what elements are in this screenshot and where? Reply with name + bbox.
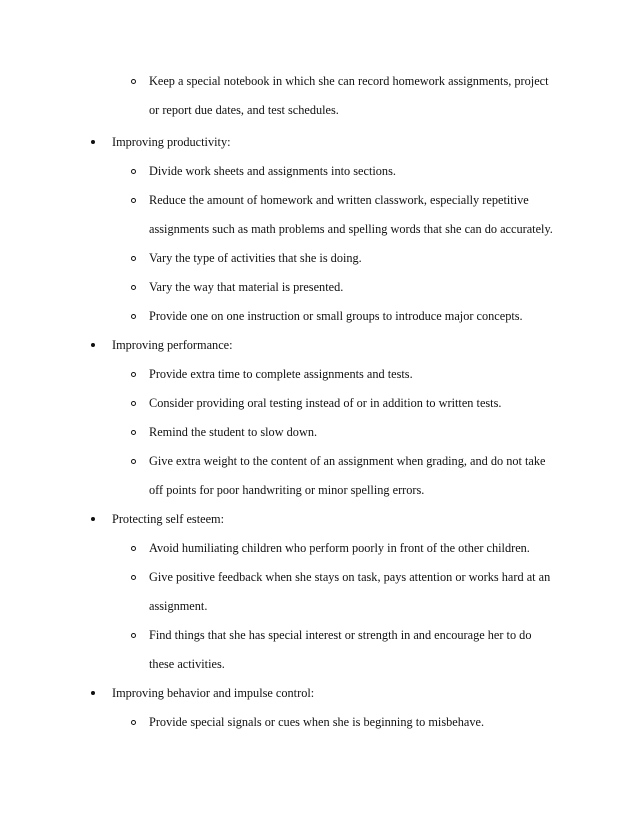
sub-item-text: Reduce the amount of homework and written classwork, especially repetitive xyxy=(149,193,529,207)
circle-bullet-icon xyxy=(131,314,136,319)
circle-bullet-icon xyxy=(131,256,136,261)
sub-item-text: assignments such as math problems and spelling words that she can do accurately. xyxy=(149,222,553,236)
disc-bullet-icon xyxy=(91,517,95,521)
sub-item-text: Provide special signals or cues when she is beginning to misbehave. xyxy=(149,715,485,729)
circle-bullet-icon xyxy=(131,459,136,464)
circle-bullet-icon xyxy=(131,430,136,435)
sub-item-text: Find things that she has special interest or strength in and encourage her to do xyxy=(149,628,532,642)
circle-bullet-icon xyxy=(131,720,136,725)
sub-item-text: off points for poor handwriting or minor spelling errors. xyxy=(149,483,425,497)
sub-item-text: Give positive feedback when she stays on task, pays attention or works hard at an xyxy=(149,570,551,584)
circle-bullet-icon xyxy=(131,198,136,203)
circle-bullet-icon xyxy=(131,285,136,290)
sub-item-text: Vary the type of activities that she is doing. xyxy=(149,251,362,265)
sub-item-text: these activities. xyxy=(149,657,225,671)
sub-item-text: Divide work sheets and assignments into sections. xyxy=(149,164,396,178)
circle-bullet-icon xyxy=(131,546,136,551)
heading-item-text: Improving performance: xyxy=(112,338,233,352)
sub-item-text: Avoid humiliating children who perform poorly in front of the other children. xyxy=(149,541,530,555)
sub-item-text: Vary the way that material is presented. xyxy=(149,280,344,294)
sub-item-text: assignment. xyxy=(149,599,208,613)
sub-item-text: Give extra weight to the content of an assignment when grading, and do not take xyxy=(149,454,546,468)
disc-bullet-icon xyxy=(91,691,95,695)
circle-bullet-icon xyxy=(131,575,136,580)
sub-item-text: Consider providing oral testing instead of or in addition to written tests. xyxy=(149,396,502,410)
heading-item-text: Improving behavior and impulse control: xyxy=(112,686,315,700)
circle-bullet-icon xyxy=(131,169,136,174)
disc-bullet-icon xyxy=(91,140,95,144)
sub-item-text: or report due dates, and test schedules. xyxy=(149,103,339,117)
circle-bullet-icon xyxy=(131,401,136,406)
sub-item-text: Provide one on one instruction or small groups to introduce major concepts. xyxy=(149,309,523,323)
circle-bullet-icon xyxy=(131,372,136,377)
sub-item-text: Keep a special notebook in which she can record homework assignments, project xyxy=(149,74,549,88)
circle-bullet-icon xyxy=(131,79,136,84)
heading-item-text: Protecting self esteem: xyxy=(112,512,225,526)
heading-item-text: Improving productivity: xyxy=(112,135,231,149)
sub-item-text: Provide extra time to complete assignments and tests. xyxy=(149,367,413,381)
sub-item-text: Remind the student to slow down. xyxy=(149,425,318,439)
disc-bullet-icon xyxy=(91,343,95,347)
circle-bullet-icon xyxy=(131,633,136,638)
